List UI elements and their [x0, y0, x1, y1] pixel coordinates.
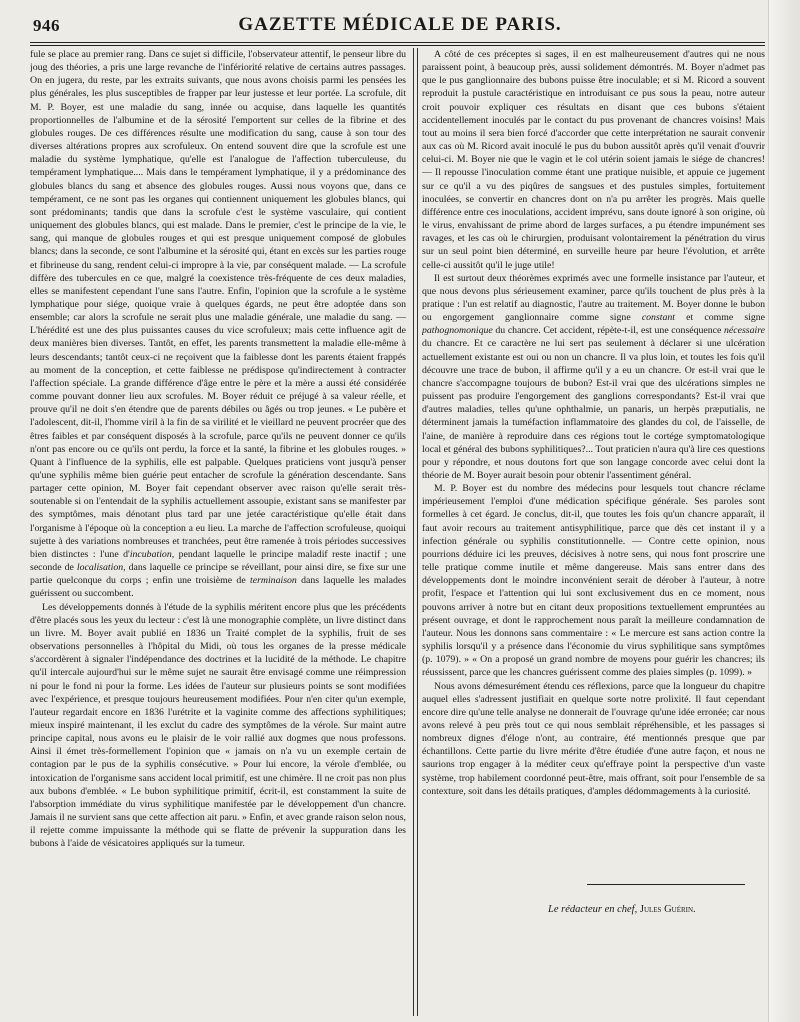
page-number: 946: [33, 16, 60, 35]
left-column: [30, 48, 406, 1013]
signature-role: Le rédacteur en chef,: [548, 904, 638, 915]
right-paragraph-1: A côté de ces préceptes si sages, il en est malheureusement d'autres qui ne nous paraissent point, à beaucoup près, aussi solidement démontrés. M. Boyer n'admet pas que le pus ganglionnaire des bubons puisse être inoculable; et si M. Ricord a souvent reproduit la pustule caractéristique en introduisant ce pus sous la peau, notre auteur croit pouvoir expliquer ces résultats en disant que ces bubons s'étaient accidentellement inoculés par le contact du pus provenant de chancres voisins! Mais tout au moins il sera bien forcé d'accorder que cette interprétation ne saurait convenir aux cas où M. Ricord avait inoculé le pus du bubon aussitôt après qu'il venait d'ouvrir celui-ci. M. Boyer nie que le vagin et le col utérin soient jamais le siége de chancres! — Il repousse l'inoculation comme étant une pratique nuisible, et appuie ce jugement sur ce qu'il a vu des piqûres de sangsues et des pustules simples, fortuitement inoculées, se convertir en chancres dont on n'a pu arrêter les progrès. Mais quelle différence entre ces inoculations, accident imprévu, sans doute ignoré à son origine, où le virus, envahissant de prime abord de larges surfaces, a pu étendre impunément ses ravages, et les cas où le chirurgien, produisant volontairement la pénétration du virus sur un seul point bien déterminé, en surveille heure par heure l'évolution, et arrête celle-ci aussitôt qu'il le juge utile!: [422, 49, 765, 271]
signature-rule: [587, 884, 745, 885]
right-paragraph-2: Il est surtout deux théorèmes exprimés avec une formelle insistance par l'auteur, et que nous devons plus sérieusement examiner, parce qu'ils touchent de plus près à la pratique : l'un est relatif au diagnostic, l'autre au traitement. M. Boyer donne le bubon ou engorgement ganglionnaire comme signe constant et comme signe pathognomonique du chancre. Cet accident, répète-t-il, est une conséquence nécessaire du chancre. Et ce caractère ne lui sert pas seulement à déclarer si une ulcération actuellement existante est oui ou non un chancre. Il va plus loin, et toutes les fois qu'il découvre une trace de bubon, il affirme qu'il y a eu un chancre. Or est-il vrai que le chancre s'accompagne toujours de bubon? Est-il vrai que des ulcérations simples ne puissent pas produire l'engorgement des ganglions correspondants? Est-il vrai que d'autres maladies, telles qu'une ophthalmie, un panaris, un herpès præputialis, ne déterminent jamais la tuméfaction inflammatoire des glandes du col, de l'aisselle, de l'aine, de manière à reproduire dans ces régions tout le cortége symptomatologique local et général des bubons syphilitiques?... Tout praticien n'aura qu'à lire ces questions pour y répondre, et nous doutons fort que son langage concorde avec celui dont la théorie de M. Boyer aurait besoin pour obtenir l'assentiment général.: [422, 272, 765, 481]
editor-signature: [548, 904, 758, 915]
page-edge: [768, 0, 800, 1022]
header-rule: [30, 42, 765, 46]
right-paragraph-3: M. P. Boyer est du nombre des médecins pour lesquels tout chancre réclame impérieusement l'emploi d'une médication spécifique générale. Ses paroles sont formelles à cet égard. Je conclus, dit-il, que toutes les fois qu'un chancre apparaît, il faut avoir recours au traitement antisyphilitique, parce que dès cet instant il y a infection générale ou syphilis constitutionnelle. — Contre cette opinion, nous pourrions déduire ici les preuves, décisives à notre sens, qui nous font proscrire une telle pratique comme inutile et même dangereuse. Mais sans entrer dans des développements dont le moindre inconvénient serait de dérober à l'auteur, à notre profit, l'espace et l'attention qui lui sont exclusivement dus en ce moment, nous pouvons arriver à notre but en citant deux propositions textuellement empruntées au présent ouvrage, et dont le rapprochement nous paraît la meilleure condamnation de l'auteur. Nous les donnons sans commentaire : « Le mercure est sans action contre la syphilis lorsqu'il y a présence dans l'économie du virus syphilitique sans symptômes (p. 1079). » « On a proposé un grand nombre de moyens pour guérir les chancres; ils réussissent, parce que les chancres guérissent comme des plaies simples (p. 1099). »: [422, 483, 765, 679]
column-divider: [413, 48, 418, 1016]
right-column: [422, 48, 765, 1008]
signature-name: Jules Guérin.: [639, 904, 696, 915]
left-paragraph-2: Les développements donnés à l'étude de la syphilis méritent encore plus que les précédents d'être placés sous les yeux du lecteur : c'est là une monographie complète, un livre distinct dans un livre. M. Boyer avait publié en 1836 un Traité complet de la syphilis, fruit de ses observations personnelles à l'hôpital du Midi, où tous les organes de la presse médicale s'accordèrent à signaler l'indépendance des doctrines et la lucidité de la méthode. Le chapitre qu'il intercale aujourd'hui sur le même sujet ne saurait être envisagé comme une réimpression ni pour le fond ni pour la forme. Les idées de l'auteur sur plusieurs points se sont modifiées avec l'expérience, et presque toujours heureusement modifiées. Pour n'en citer qu'un exemple, l'auteur regardait encore en 1836 l'urétrite et la vaginite comme des affections syphilitiques; mieux inspiré maintenant, il les exclut du cadre des symptômes de la vérole. Sur maint autre principe capital, nous avons eu le plaisir de le voir rallié aux dogmes que nous professons. Ainsi il émet très-formellement l'opinion que « jamais on n'a vu un exemple certain de contagion par le pus de la syphilis consécutive. » Pour lui encore, la vérole d'emblée, ou intoxication de l'organisme sans accident local primitif, est une chimère. Il ne croit pas non plus aux bubons d'emblée. « Le bubon syphilitique primitif, écrit-il, est constamment la suite de l'absorption immédiate du virus syphilitique manifestée par le développement d'un chancre. Jamais il ne survient sans que cette affection ait paru. » Enfin, et avec grande raison selon nous, il rejette comme impuissante la méthode qui se flatte de prévenir la suppuration dans les bubons à l'aide de vésicatoires appliqués sur la tumeur.: [30, 601, 406, 850]
left-paragraph-1: fule se place au premier rang. Dans ce sujet si difficile, l'observateur attentif, le penseur libre du joug des théories, a pris une large revanche de l'infériorité relative de certains autres passages. On en jugera, du reste, par les extraits suivants, que nous avons choisis parmi les pensées les plus générales, les plus susceptibles de frapper par leur justesse et leur portée. La scrofule, dit M. P. Boyer, est une maladie du sang, innée ou acquise, dans laquelle les quantités proportionnelles de l'albumine et de la sérosité l'emportent sur celles de la fibrine et des globules rouges. De ces différences résulte une modification du sang, cause à son tour des diverses altérations propres aux scrofuleux. On entend souvent dire que la scrofule est une maladie du système lymphatique, qu'elle est l'analogue de l'affection tuberculeuse, du tempérament lymphatique.... Mais dans le tempérament lymphatique, il y a prédominance des globules blancs du sang et absence des globules rouges. Aussi nous voyons que, dans ce tempérament, ce ne sont pas les organes qui contiennent uniquement les globules blancs, qui sont prédominants; tandis que dans la scrofule c'est le système vasculaire, qui contient uniquement des globules blancs, qui est malade. Dans le premier, c'est le principe de la vie, le sang, qui manque de globules rouges et qui est presque uniquement composé de globules blancs; dans la seconde, ce sont l'albumine et la sérosité qui, étant en excès sur les parties rouge et fibrineuse du sang, rendent celui-ci impropre à la vie, par conséquent malade. — La scrofule diffère des tubercules en ce que, malgré la coexistence très-fréquente de ces deux maladies, elles se manifestent cependant l'une sans l'autre. Enfin, l'opinion que la scrofule a le système lymphatique pour siége, quoique vraie à quelques égards, ne peut être adoptée dans son ensemble; car alors la scrofule ne serait plus une maladie générale, une maladie du sang. —L'hérédité est une des plus puissantes causes du vice scrofuleux; mais cette influence agit de deux manières bien diverses. Tantôt, en effet, les parents transmettent la maladie elle-même à leurs descendants; tantôt ceux-ci ne reçoivent que la faiblesse dont les parents étaient frappés au moment de la conception, et cette faiblesse ne prédispose qu'indirectement à contracter l'affection spéciale. La grande différence d'âge entre le père et la mère a aussi été considérée comme pouvant donner lieu aux scrofules. M. Boyer réduit ce préjugé à sa valeur réelle, et prouve qu'il ne doit s'en étendre que de parents débiles ou âgés ou trop jeunes. « Le pubère et l'adolescent, dit-il, l'homme viril à la fin de sa virilité et le vieillard ne peuvent procréer que des êtres faibles et par conséquent disposés à la scrofule, parce qu'ils ne peuvent donner ce qu'ils n'ont pas encore ou ce qu'ils ont perdu, la force et la santé, la fibrine et les globules rouges. » Quant à l'influence de la syphilis, elle est palpable. Quelques praticiens vont jusqu'à penser qu'une syphilis même bien guérie peut entacher de scrofule la génération descendante. Sans partager cette opinion, M. Boyer fait cependant observer avec raison qu'elle serait très-soutenable si on l'entendait de la syphilis actuellement assoupie, existant sans se manifester par des symptômes, mais dénotant plus tard par une jetée caractéristique qu'elle était dans l'organisme à l'époque où la conception a eu lieu. La marche de l'affection scrofuleuse, quoiqui sujette à des variations nombreuses et tranchées, peut être ramenée à trois périodes successives bien distinctes : l'une d'incubation, pendant laquelle le principe maladif reste inactif ; une seconde de localisation, dans laquelle ce principe se réveillant, pour ainsi dire, se fixe sur une partie quelconque du corps ; enfin une troisième de terminaison dans laquelle les malades guérissent ou succombent.: [30, 49, 406, 600]
journal-title: GAZETTE MÉDICALE DE PARIS.: [238, 14, 562, 35]
right-paragraph-4: Nous avons démesurément étendu ces réflexions, parce que la longueur du chapitre auquel elles s'adressent justifiait en quelque sorte notre prolixité. Il faut cependant encore dire qu'une telle analyse ne donnerait de l'ouvrage qu'une idée erronée; car nous avons relevé à peu près tout ce qui nous semblait répréhensible, et les passages si nombreux dignes d'éloge n'ont, au contraire, été mentionnés presque que par échantillons. Cette partie du livre mérite d'être étudiée d'une autre façon, et nous ne saurions trop engager à la méditer ceux qu'effraye point la perspective d'un vaste système, trop habilement coordonné peut-être, mais offrant, soit pour l'ensemble de sa contexture, soit dans les détails pratiques, d'amples dédommagements à la curiosité.: [422, 680, 765, 797]
